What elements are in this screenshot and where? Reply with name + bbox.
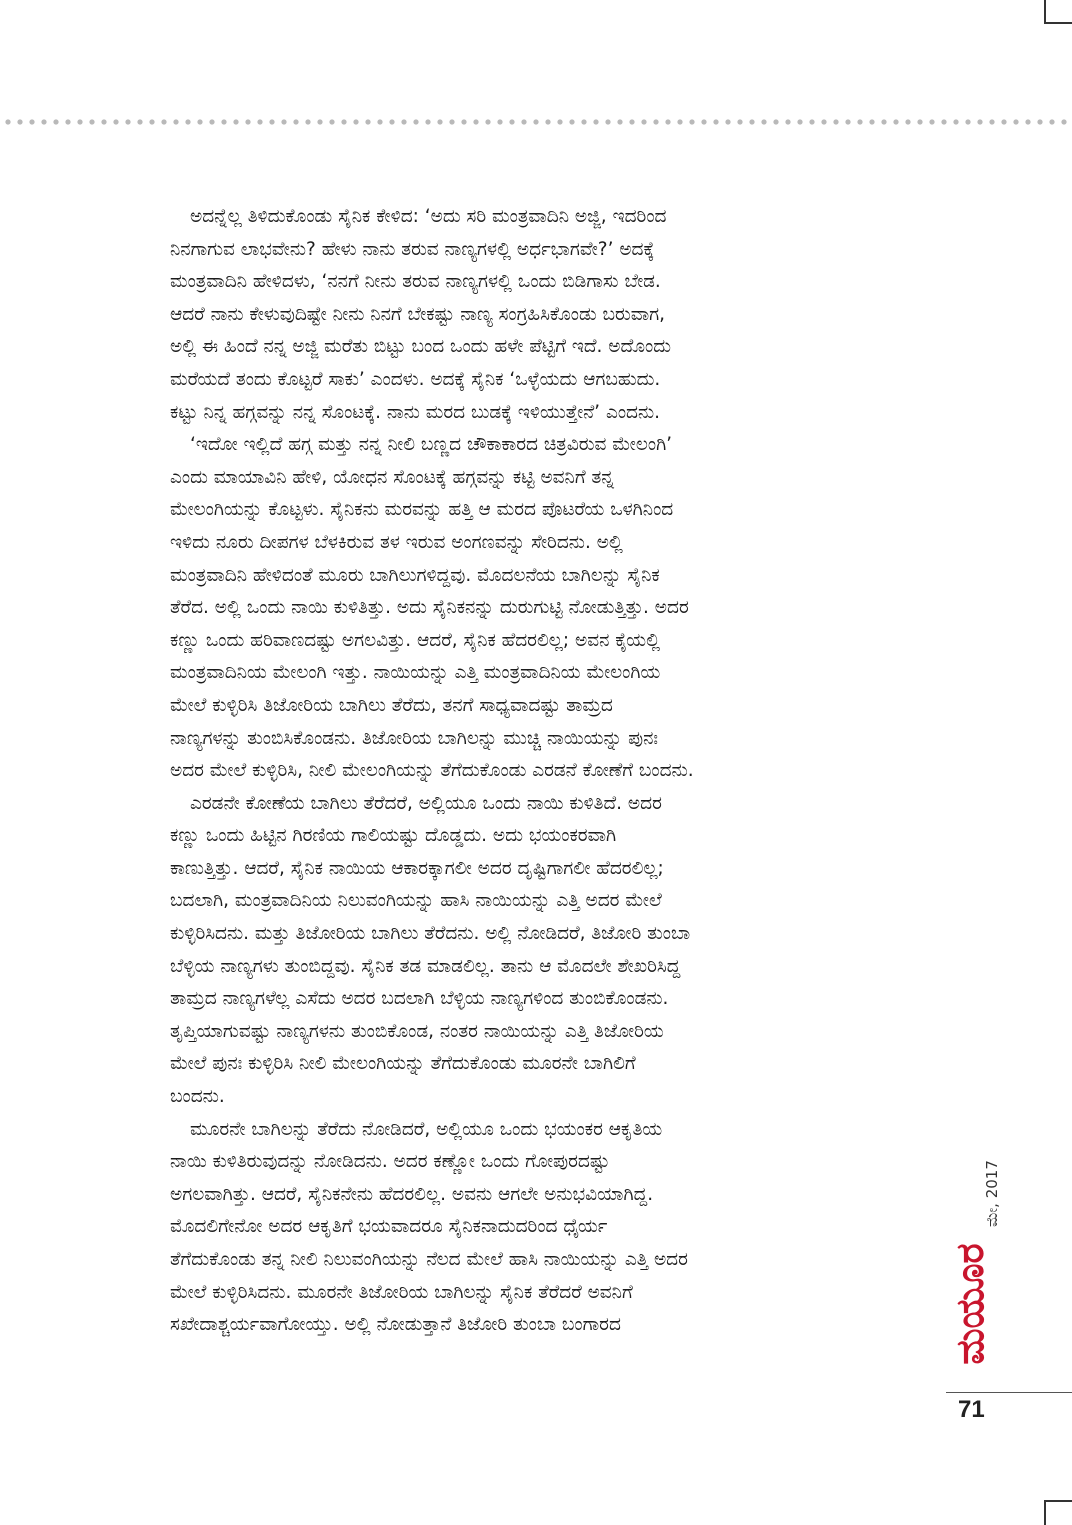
magazine-logo: ಮಯೂರ bbox=[948, 1243, 992, 1365]
crop-mark-top-right-horizontal bbox=[1044, 22, 1072, 24]
article-line: ಬಂದನು. bbox=[170, 1086, 225, 1108]
dotted-header-rule bbox=[0, 118, 1072, 126]
article-line: ಕುಳ್ಳಿರಿಸಿದನು. ಮತ್ತು ತಿಜೋರಿಯ ಬಾಗಿಲು ತೆರೆದನು. ಅಲ್ಲಿ ನೋಡಿದರೆ, ತಿಜೋರಿ ತುಂಬಾ bbox=[170, 923, 691, 945]
article-line: ಅಲ್ಲಿ ಈ ಹಿಂದೆ ನನ್ನ ಅಜ್ಜಿ ಮರೆತು ಬಿಟ್ಟು ಬಂದ ಒಂದು ಹಳೇ ಪೆಟ್ಟಿಗೆ ಇದೆ. ಅದೊಂದು bbox=[170, 336, 672, 358]
article-line: ಇಳಿದು ನೂರು ದೀಪಗಳ ಬೆಳಕಿರುವ ತಳ ಇರುವ ಅಂಗಣವನ್ನು ಸೇರಿದನು. ಅಲ್ಲಿ bbox=[170, 531, 623, 553]
article-line: ನಾಣ್ಯಗಳನ್ನು ತುಂಬಿಸಿಕೊಂಡನು. ತಿಜೋರಿಯ ಬಾಗಿಲನ್ನು ಮುಚ್ಚಿ ನಾಯಿಯನ್ನು ಪುನಃ bbox=[170, 727, 659, 749]
article-line: ಮೇಲೆ ಪುನಃ ಕುಳ್ಳಿರಿಸಿ ನೀಲಿ ಮೇಲಂಗಿಯನ್ನು ತೆಗೆದುಕೊಂಡು ಮೂರನೇ ಬಾಗಿಲಿಗೆ bbox=[170, 1053, 636, 1075]
page-number: 71 bbox=[958, 1396, 985, 1423]
article-line: ಅಗಲವಾಗಿತ್ತು. ಆದರೆ, ಸೈನಿಕನೇನು ಹೆದರಲಿಲ್ಲ. ಅವನು ಆಗಲೇ ಅನುಭವಿಯಾಗಿದ್ದ. bbox=[170, 1183, 654, 1205]
article-line: ಅದರ ಮೇಲೆ ಕುಳ್ಳಿರಿಸಿ, ನೀಲಿ ಮೇಲಂಗಿಯನ್ನು ತೆಗೆದುಕೊಂಡು ಎರಡನೆ ಕೋಣೆಗೆ ಬಂದನು. bbox=[170, 760, 694, 782]
article-line: ಮೇಲಂಗಿಯನ್ನು ಕೊಟ್ಟಳು. ಸೈನಿಕನು ಮರವನ್ನು ಹತ್ತಿ ಆ ಮರದ ಪೊಟರೆಯ ಒಳಗಿನಿಂದ bbox=[170, 499, 674, 521]
article-line: ಮರೆಯದೆ ತಂದು ಕೊಟ್ಟರೆ ಸಾಕು’ ಎಂದಳು. ಅದಕ್ಕೆ ಸೈನಿಕ ‘ಒಳ್ಳೆಯದು ಆಗಬಹುದು. bbox=[170, 368, 661, 390]
article-line: ಸಖೇದಾಶ್ಚರ್ಯವಾಗೋಯ್ತು. ಅಲ್ಲಿ ನೋಡುತ್ತಾನೆ ತಿಜೋರಿ ತುಂಬಾ ಬಂಗಾರದ bbox=[170, 1314, 621, 1336]
article-line: ಕಣ್ಣು ಒಂದು ಹರಿವಾಣದಷ್ಟು ಅಗಲವಿತ್ತು. ಆದರೆ, ಸೈನಿಕ ಹೆದರಲಿಲ್ಲ; ಅವನ ಕೈಯಲ್ಲಿ bbox=[170, 629, 661, 651]
article-line: ಬೆಳ್ಳಿಯ ನಾಣ್ಯಗಳು ತುಂಬಿದ್ದವು. ಸೈನಿಕ ತಡ ಮಾಡಲಿಲ್ಲ. ತಾನು ಆ ಮೊದಲೇ ಶೇಖರಿಸಿದ್ದ bbox=[170, 955, 681, 977]
page-number-rule bbox=[946, 1392, 1072, 1393]
article-line: ಮಂತ್ರವಾದಿನಿಯ ಮೇಲಂಗಿ ಇತ್ತು. ನಾಯಿಯನ್ನು ಎತ್ತಿ ಮಂತ್ರವಾದಿನಿಯ ಮೇಲಂಗಿಯ bbox=[170, 662, 661, 684]
article-line: ನಾಯಿ ಕುಳಿತಿರುವುದನ್ನು ನೋಡಿದನು. ಅದರ ಕಣ್ಣೋ ಒಂದು ಗೋಪುರದಷ್ಟು bbox=[170, 1151, 610, 1173]
article-line: ‘ಇದೋ ಇಲ್ಲಿದೆ ಹಗ್ಗ ಮತ್ತು ನನ್ನ ನೀಲಿ ಬಣ್ಣದ ಚೌಕಾಕಾರದ ಚಿತ್ರವಿರುವ ಮೇಲಂಗಿ’ bbox=[190, 434, 673, 456]
article-line: ಮೇಲೆ ಕುಳ್ಳಿರಿಸಿ ತಿಜೋರಿಯ ಬಾಗಿಲು ತೆರೆದು, ತನಗೆ ಸಾಧ್ಯವಾದಷ್ಟು ತಾಮ್ರದ bbox=[170, 694, 613, 716]
article-line: ನಿನಗಾಗುವ ಲಾಭವೇನು? ಹೇಳು ನಾನು ತರುವ ನಾಣ್ಯಗಳಲ್ಲಿ ಅರ್ಧಭಾಗವೇ?’ ಅದಕ್ಕೆ bbox=[170, 238, 655, 260]
crop-mark-bottom-right-horizontal bbox=[1044, 1500, 1072, 1502]
article-line: ಎಂದು ಮಾಯಾವಿನಿ ಹೇಳಿ, ಯೋಧನ ಸೊಂಟಕ್ಕೆ ಹಗ್ಗವನ್ನು ಕಟ್ಟಿ ಅವನಿಗೆ ತನ್ನ bbox=[170, 466, 615, 488]
article-line: ಕಾಣುತ್ತಿತ್ತು. ಆದರೆ, ಸೈನಿಕ ನಾಯಿಯ ಆಕಾರಕ್ಕಾಗಲೀ ಅದರ ದೃಷ್ಟಿಗಾಗಲೀ ಹೆದರಲಿಲ್ಲ; bbox=[170, 857, 664, 879]
article-line: ಅದನ್ನೆಲ್ಲ ತಿಳಿದುಕೊಂಡು ಸೈನಿಕ ಕೇಳಿದ: ‘ಅದು ಸರಿ ಮಂತ್ರವಾದಿನಿ ಅಜ್ಜಿ, ಇದರಿಂದ bbox=[190, 206, 667, 227]
article-line: ಆದರೆ ನಾನು ಕೇಳುವುದಿಷ್ಟೇ ನೀನು ನಿನಗೆ ಬೇಕಷ್ಟು ನಾಣ್ಯ ಸಂಗ್ರಹಿಸಿಕೊಂಡು ಬರುವಾಗ, bbox=[170, 303, 666, 325]
article-line: ತೆಗೆದುಕೊಂಡು ತನ್ನ ನೀಲಿ ನಿಲುವಂಗಿಯನ್ನು ನೆಲದ ಮೇಲೆ ಹಾಸಿ ನಾಯಿಯನ್ನು ಎತ್ತಿ ಅದರ bbox=[170, 1249, 688, 1270]
article-line: ಬದಲಾಗಿ, ಮಂತ್ರವಾದಿನಿಯ ನಿಲುವಂಗಿಯನ್ನು ಹಾಸಿ ನಾಯಿಯನ್ನು ಎತ್ತಿ ಅದರ ಮೇಲೆ bbox=[170, 890, 662, 912]
article-line: ಕಣ್ಣು ಒಂದು ಹಿಟ್ಟಿನ ಗಿರಣಿಯ ಗಾಲಿಯಷ್ಟು ದೊಡ್ಡದು. ಅದು ಭಯಂಕರವಾಗಿ bbox=[170, 825, 617, 847]
crop-mark-bottom-right-vertical bbox=[1044, 1500, 1046, 1525]
article-body bbox=[170, 201, 916, 1342]
article-line: ತಾಮ್ರದ ನಾಣ್ಯಗಳೆಲ್ಲ ಎಸೆದು ಅದರ ಬದಲಾಗಿ ಬೆಳ್ಳಿಯ ನಾಣ್ಯಗಳಿಂದ ತುಂಬಿಕೊಂಡನು. bbox=[170, 988, 669, 1010]
crop-mark-top-right-vertical bbox=[1044, 0, 1046, 24]
article-line: ಕಟ್ಟು ನಿನ್ನ ಹಗ್ಗವನ್ನು ನನ್ನ ಸೊಂಟಕ್ಕೆ. ನಾನು ಮರದ ಬುಡಕ್ಕೆ ಇಳಿಯುತ್ತೇನೆ’ ಎಂದನು. bbox=[170, 401, 661, 423]
article-line: ತೆರೆದ. ಅಲ್ಲಿ ಒಂದು ನಾಯಿ ಕುಳಿತಿತ್ತು. ಅದು ಸೈನಿಕನನ್ನು ದುರುಗುಟ್ಟಿ ನೋಡುತ್ತಿತ್ತು. ಅದರ bbox=[170, 597, 689, 619]
article-line: ಎರಡನೇ ಕೋಣೆಯ ಬಾಗಿಲು ತೆರೆದರೆ, ಅಲ್ಲಿಯೂ ಒಂದು ನಾಯಿ ಕುಳಿತಿದೆ. ಅದರ bbox=[190, 792, 662, 814]
article-line: ಮೇಲೆ ಕುಳ್ಳಿರಿಸಿದನು. ಮೂರನೇ ತಿಜೋರಿಯ ಬಾಗಿಲನ್ನು ಸೈನಿಕ ತೆರೆದರೆ ಅವನಿಗೆ bbox=[170, 1281, 633, 1303]
article-line: ಮಂತ್ರವಾದಿನಿ ಹೇಳಿದಂತೆ ಮೂರು ಬಾಗಿಲುಗಳಿದ್ದವು. ಮೊದಲನೆಯ ಬಾಗಿಲನ್ನು ಸೈನಿಕ bbox=[170, 564, 660, 586]
issue-date: ಮೇ, 2017 bbox=[983, 1160, 1001, 1227]
article-line: ಮೂರನೇ ಬಾಗಿಲನ್ನು ತೆರೆದು ನೋಡಿದರೆ, ಅಲ್ಲಿಯೂ ಒಂದು ಭಯಂಕರ ಆಕೃತಿಯ bbox=[190, 1118, 663, 1140]
article-line: ಮೊದಲಿಗೇನೋ ಅದರ ಆಕೃತಿಗೆ ಭಯವಾದರೂ ಸೈನಿಕನಾದುದರಿಂದ ಧೈರ್ಯ bbox=[170, 1216, 608, 1238]
article-line: ತೃಪ್ತಿಯಾಗುವಷ್ಟು ನಾಣ್ಯಗಳನು ತುಂಬಿಕೊಂಡ, ನಂತರ ನಾಯಿಯನ್ನು ಎತ್ತಿ ತಿಜೋರಿಯ bbox=[170, 1020, 664, 1042]
article-line: ಮಂತ್ರವಾದಿನಿ ಹೇಳಿದಳು, ‘ನನಗೆ ನೀನು ತರುವ ನಾಣ್ಯಗಳಲ್ಲಿ ಒಂದು ಬಿಡಿಗಾಸು ಬೇಡ. bbox=[170, 271, 661, 293]
